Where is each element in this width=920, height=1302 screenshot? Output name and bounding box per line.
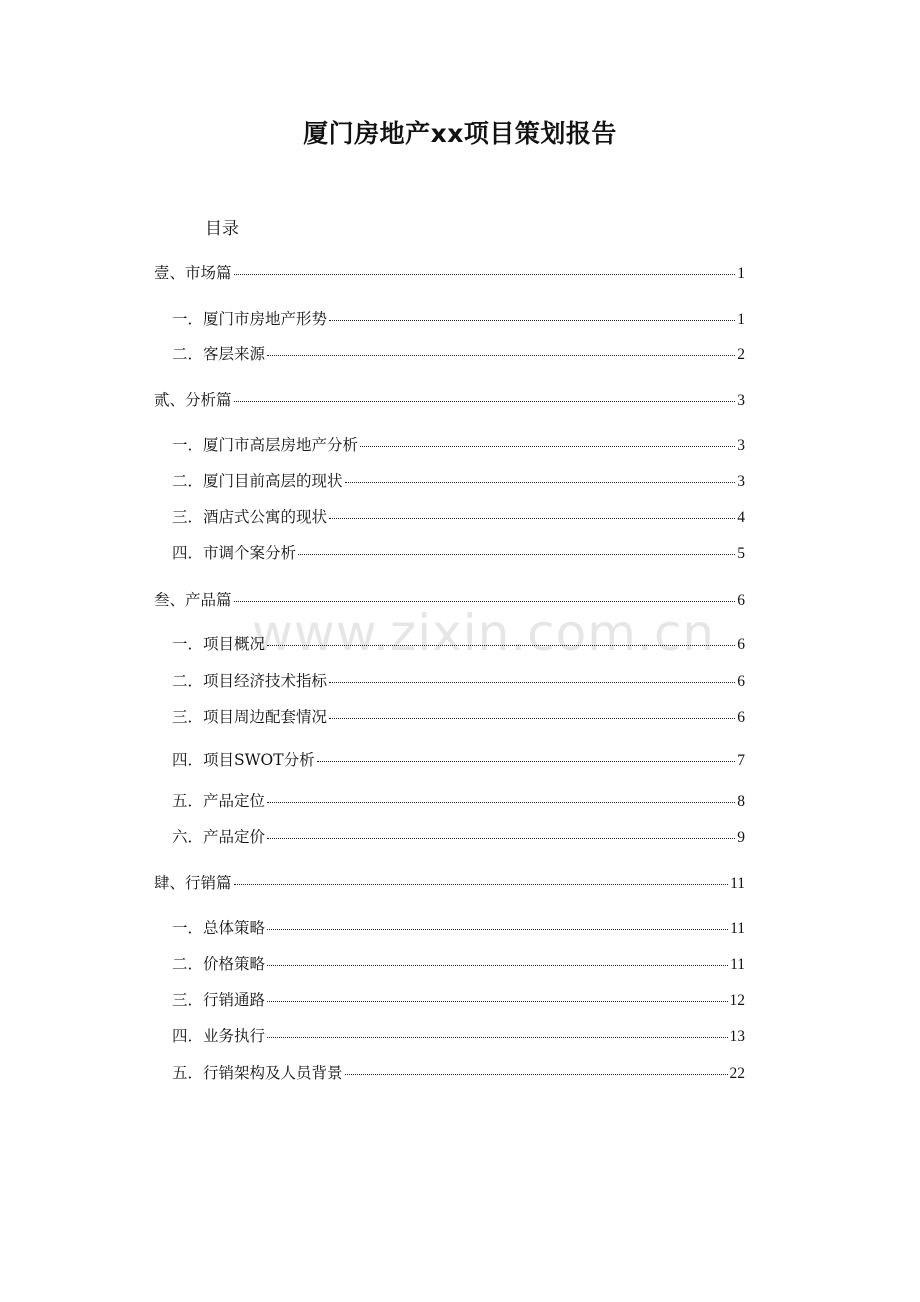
- toc-dot-leader: [267, 1001, 727, 1002]
- toc-page-number: 1: [737, 311, 745, 328]
- toc-page-number: 4: [737, 509, 745, 526]
- toc-entry-label: 贰、分析篇: [154, 391, 232, 409]
- toc-page-number: 6: [737, 673, 745, 690]
- toc-dot-leader: [329, 682, 735, 683]
- toc-page-number: 3: [737, 473, 745, 490]
- toc-entry-label: 四．项目SWOT分析: [172, 751, 315, 769]
- toc-entry-label: 四．业务执行: [172, 1027, 266, 1045]
- toc-dot-leader: [329, 320, 735, 321]
- toc-entry-label: 一．项目概况: [172, 635, 266, 653]
- toc-entry[interactable]: [172, 506, 745, 528]
- toc-entry[interactable]: [172, 706, 745, 728]
- toc-entry[interactable]: [172, 1062, 745, 1084]
- toc-entry-label: 叁、产品篇: [154, 591, 232, 609]
- toc-entry-label: 三．酒店式公寓的现状: [172, 508, 328, 526]
- toc-entry[interactable]: [172, 826, 745, 848]
- toc-entry-label: 二．客层来源: [172, 345, 266, 363]
- toc-page-number: 9: [737, 829, 745, 846]
- toc-page-number: 13: [729, 1028, 745, 1045]
- toc-dot-leader: [329, 718, 735, 719]
- toc-dot-leader: [345, 1074, 728, 1075]
- toc-page-number: 12: [729, 992, 745, 1009]
- toc-entry[interactable]: [172, 343, 745, 365]
- toc-entry-label: 一．总体策略: [172, 919, 266, 937]
- toc-dot-leader: [360, 446, 735, 447]
- toc-entry[interactable]: [172, 308, 745, 330]
- document-title: 厦门房地产xx项目策划报告: [303, 119, 617, 148]
- toc-entry-label: 壹、市场篇: [154, 264, 232, 282]
- toc-entry-label: 肆、行销篇: [154, 874, 232, 892]
- toc-dot-leader: [298, 554, 735, 555]
- toc-page-number: 7: [737, 752, 745, 769]
- toc-entry[interactable]: [154, 389, 745, 411]
- toc-dot-leader: [267, 355, 735, 356]
- toc-entry-label: 四．市调个案分析: [172, 544, 297, 562]
- toc-entry[interactable]: [172, 542, 745, 564]
- toc-dot-leader: [234, 274, 736, 275]
- toc-entry-label: 六．产品定价: [172, 828, 266, 846]
- toc-entry[interactable]: [154, 872, 745, 894]
- toc-page-number: 1: [737, 265, 745, 282]
- toc-entry-label: 三．行销通路: [172, 991, 266, 1009]
- toc-entry[interactable]: [172, 953, 745, 975]
- toc-entry[interactable]: [172, 989, 745, 1011]
- toc-page-number: 5: [737, 545, 745, 562]
- toc-entry-label: 一．厦门市房地产形势: [172, 310, 328, 328]
- toc-page-number: 8: [737, 793, 745, 810]
- toc-entry[interactable]: [154, 589, 745, 611]
- toc-entry-label: 二．厦门目前高层的现状: [172, 472, 343, 490]
- toc-entry[interactable]: [172, 633, 745, 655]
- toc-entry-label: 五．行销架构及人员背景: [172, 1064, 343, 1082]
- toc-entry[interactable]: [172, 749, 745, 771]
- toc-entry-label: 三．项目周边配套情况: [172, 708, 328, 726]
- toc-entry-label: 二．项目经济技术指标: [172, 672, 328, 690]
- toc-dot-leader: [234, 884, 729, 885]
- toc-dot-leader: [267, 929, 728, 930]
- toc-page-number: 11: [730, 875, 745, 892]
- toc-page-number: 11: [730, 956, 745, 973]
- toc-dot-leader: [317, 761, 736, 762]
- toc-dot-leader: [345, 482, 736, 483]
- toc-page-number: 3: [737, 437, 745, 454]
- toc-heading: 目录: [205, 219, 239, 239]
- toc-page-number: 6: [737, 636, 745, 653]
- toc-dot-leader: [234, 601, 736, 602]
- toc-entry[interactable]: [172, 1025, 745, 1047]
- toc-entry[interactable]: [172, 790, 745, 812]
- toc-dot-leader: [329, 518, 735, 519]
- toc-entry-label: 一．厦门市高层房地产分析: [172, 436, 359, 454]
- toc-dot-leader: [267, 838, 735, 839]
- toc-dot-leader: [267, 965, 728, 966]
- watermark: www.zixin.com.cn: [252, 604, 716, 662]
- toc-dot-leader: [234, 401, 736, 402]
- toc-page-number: 3: [737, 392, 745, 409]
- toc-page-number: 11: [730, 920, 745, 937]
- toc-dot-leader: [267, 1037, 727, 1038]
- toc-page-number: 22: [729, 1065, 745, 1082]
- toc-entry[interactable]: [172, 434, 745, 456]
- toc-page-number: 6: [737, 592, 745, 609]
- toc-entry-label: 五．产品定位: [172, 792, 266, 810]
- toc-entry-label: 二．价格策略: [172, 955, 266, 973]
- toc-dot-leader: [267, 645, 735, 646]
- toc-entry[interactable]: [154, 262, 745, 284]
- toc-dot-leader: [267, 802, 735, 803]
- toc-entry[interactable]: [172, 470, 745, 492]
- toc-entry[interactable]: [172, 670, 745, 692]
- toc-page-number: 6: [737, 709, 745, 726]
- toc-page-number: 2: [737, 346, 745, 363]
- toc-entry[interactable]: [172, 917, 745, 939]
